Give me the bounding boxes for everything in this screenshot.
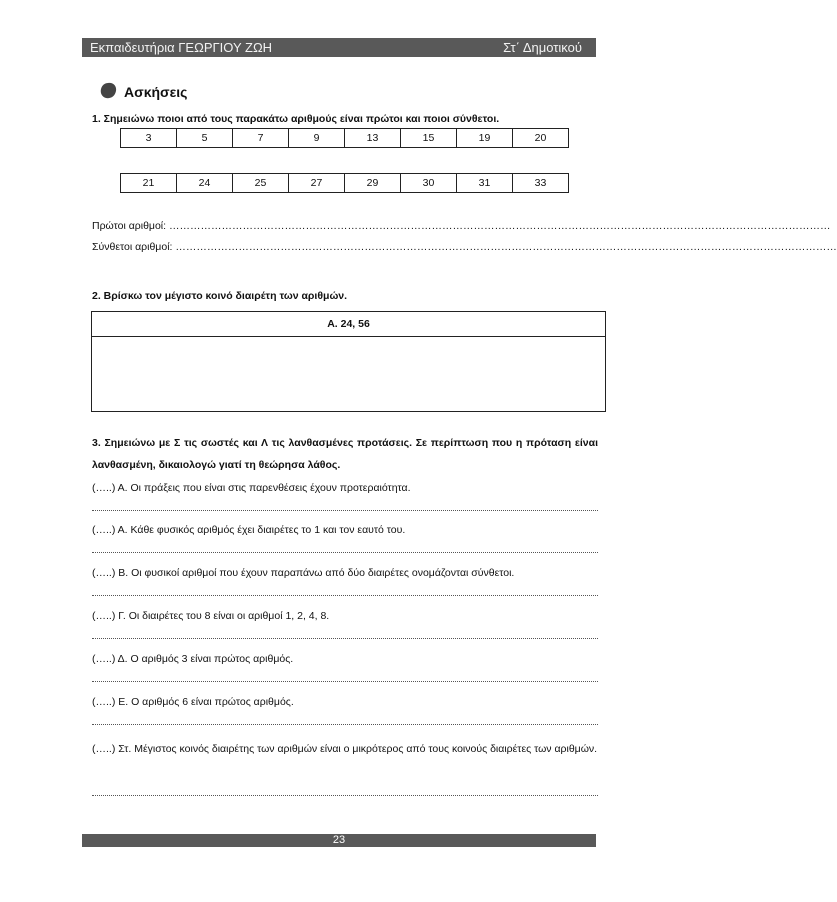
school-name: Εκπαιδευτήρια ΓΕΩΡΓΙΟΥ ΖΩΗ (90, 40, 273, 55)
composites-line (92, 241, 837, 253)
q3-item: (…..) Α. Οι πράξεις που είναι στις παρενθέσεις έχουν προτεραιότητα. (92, 482, 411, 494)
composites-dots[interactable]: ……………………………………………………………………………………………………………………………………………………………………… (175, 241, 837, 253)
row1-cell: 13 (345, 129, 401, 148)
row1-cell: 19 (457, 129, 513, 148)
q3-item: (…..) Α. Κάθε φυσικός αριθμός έχει διαιρέτες το 1 και τον εαυτό του. (92, 524, 406, 536)
row2-cell: 27 (289, 174, 345, 193)
footer-bar (82, 834, 596, 847)
row2-cell: 29 (345, 174, 401, 193)
composites-label: Σύνθετοι αριθμοί: (92, 241, 176, 253)
q3-title: 3. Σημειώνω με Σ τις σωστές και Λ τις λανθασμένες προτάσεις. Σε περίπτωση που η πρόταση είναι λανθασμένη, δικαιολογώ γιατί τη θεώρησα λάθος. (92, 437, 598, 471)
q3-item: (…..) Β. Οι φυσικοί αριθμοί που έχουν παραπάνω από δύο διαιρέτες ονομάζονται σύνθετοι. (92, 567, 515, 579)
row1-cell: 15 (401, 129, 457, 148)
q3-item: (…..) Γ. Οι διαιρέτες του 8 είναι οι αριθμοί 1, 2, 4, 8. (92, 610, 330, 622)
row1-cell: 20 (513, 129, 569, 148)
q3-item: (…..) Ε. Ο αριθμός 6 είναι πρώτος αριθμός. (92, 696, 294, 708)
row2-cell: 31 (457, 174, 513, 193)
answer-line[interactable] (92, 510, 598, 511)
gcd-box-head: Α. 24, 56 (92, 312, 605, 337)
row2-cell: 30 (401, 174, 457, 193)
row2-cell: 21 (121, 174, 177, 193)
row2-cell: 24 (177, 174, 233, 193)
answer-line[interactable] (92, 724, 598, 725)
primes-dots[interactable]: ……………………………………………………………………………………………………………………………………………………………………… (168, 220, 831, 232)
numbers-table-1 (120, 128, 569, 148)
answer-line[interactable] (92, 595, 598, 596)
row2-cell: 25 (233, 174, 289, 193)
answer-line-last[interactable] (92, 795, 598, 796)
row1-cell: 7 (233, 129, 289, 148)
row1-cell: 3 (121, 129, 177, 148)
row2-cell: 33 (513, 174, 569, 193)
answer-line[interactable] (92, 638, 598, 639)
blob-icon (100, 82, 117, 99)
q2-title: 2. Βρίσκω τον μέγιστο κοινό διαιρέτη των αριθμών. (92, 290, 348, 302)
answer-line[interactable] (92, 552, 598, 553)
answer-line[interactable] (92, 681, 598, 682)
gcd-box[interactable] (91, 311, 606, 412)
row1-cell: 9 (289, 129, 345, 148)
row1-cell: 5 (177, 129, 233, 148)
grade-label: Στ΄ Δημοτικού (503, 40, 582, 55)
q3-last-item: (…..) Στ. Μέγιστος κοινός διαιρέτης των αριθμών είναι ο μικρότερος από τους κοινούς διαιρέτες των αριθμών. (92, 743, 598, 755)
section-title: Ασκήσεις (124, 84, 188, 100)
q3-item: (…..) Δ. Ο αριθμός 3 είναι πρώτος αριθμός. (92, 653, 294, 665)
primes-label: Πρώτοι αριθμοί: (92, 220, 169, 232)
q1-title: 1. Σημειώνω ποιοι από τους παρακάτω αριθμούς είναι πρώτοι και ποιοι σύνθετοι. (92, 113, 500, 125)
numbers-table-2 (120, 173, 569, 193)
header-bar (82, 38, 596, 57)
page-number: 23 (332, 834, 346, 846)
primes-line (92, 220, 831, 232)
